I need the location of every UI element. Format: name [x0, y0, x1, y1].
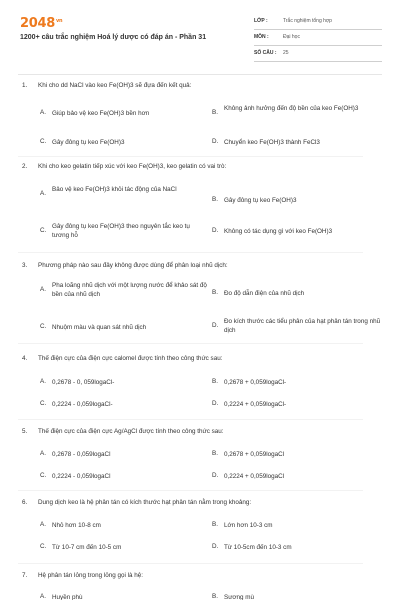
question-number: 1.: [22, 82, 28, 89]
logo-text: 2048: [20, 16, 55, 31]
option-label: B.: [212, 450, 218, 457]
option-label: C.: [40, 227, 47, 234]
meta-value: 25: [283, 50, 289, 56]
question-text: [22, 82, 191, 89]
option-label: A.: [40, 593, 46, 600]
question-body: Khi cho keo gelatin tiếp xúc với keo Fe(OH)3, keo gelatin có vai trò:: [38, 163, 227, 170]
option-label: D.: [212, 400, 219, 407]
option-label: B.: [212, 289, 218, 296]
question-number: 6.: [22, 499, 28, 506]
option-text: 0,2224 + 0,059logaCl: [224, 473, 285, 480]
document-title: 1200+ câu trắc nghiệm Hoá lý dược có đáp án - Phần 31: [20, 34, 207, 41]
question-body: Khi cho dd NaCl vào keo Fe(OH)3 sẽ đựa đến kết quả:: [38, 82, 192, 89]
question-text: [22, 355, 222, 362]
option-text: 0,2224 - 0,059logaCl-: [52, 401, 113, 408]
option-text: Không có tác dụng gì với keo Fe(OH)3: [224, 228, 333, 235]
question-separator: [18, 490, 363, 491]
option-label: B.: [212, 196, 218, 203]
question-text: [22, 262, 228, 269]
question-body: Phương pháp nào sau đây không được dùng để phân loại nhũ dịch:: [38, 262, 228, 269]
option-label: A.: [40, 378, 46, 385]
option-text: Nhỏ hơn 10-8 cm: [52, 522, 101, 529]
option-label: D.: [212, 322, 219, 329]
meta-key: LỚP :: [254, 18, 268, 24]
option-label: D.: [212, 543, 219, 550]
option-label: B.: [212, 109, 218, 116]
meta-value: Trắc nghiệm tổng hợp: [283, 18, 332, 24]
option-text: Gây đông tụ keo Fe(OH)3: [224, 197, 297, 204]
site-logo[interactable]: [20, 16, 62, 31]
page-header: [0, 0, 400, 70]
option-label: C.: [40, 323, 47, 330]
question-body: Thế điện cực của điện cực Ag/AgCl được tính theo công thức sau:: [38, 428, 224, 435]
question-text: [22, 572, 143, 579]
option-label: A.: [40, 190, 46, 197]
question-body: Dung dịch keo là hệ phân tán có kích thước hạt phân tán nằm trong khoảng:: [38, 499, 252, 506]
option-label: D.: [212, 138, 219, 145]
option-text: Lớn hơn 10-3 cm: [224, 522, 273, 529]
option-text: Chuyển keo Fe(OH)3 thành FeCl3: [224, 139, 320, 146]
question-body: Thế điện cực của điện cực calomel được tính theo công thức sau:: [38, 355, 223, 362]
option-text: Gây đông tụ keo Fe(OH)3 theo nguyên tắc keo tụ tương hỗ: [52, 223, 190, 239]
option-label: B.: [212, 378, 218, 385]
option-text: 0,2224 - 0,059logaCl: [52, 473, 111, 480]
meta-row-class: [254, 14, 382, 30]
logo-tld: vn: [55, 17, 63, 24]
option-text: 0,2678 + 0,059logaCl: [224, 451, 285, 458]
question-separator: [18, 252, 363, 253]
option-text: Sương mù: [224, 594, 255, 600]
question-number: 5.: [22, 428, 28, 435]
option-label: C.: [40, 400, 47, 407]
meta-key: MÔN :: [254, 34, 269, 40]
option-text: 0,2224 + 0,059logaCl-: [224, 401, 287, 408]
option-text: 0,2678 - 0, 059logaCl-: [52, 379, 115, 386]
question-separator: [18, 343, 363, 344]
question-number: 7.: [22, 572, 28, 579]
option-text: Từ 10-5cm đến 10-3 cm: [224, 544, 292, 551]
option-label: D.: [212, 472, 219, 479]
option-text: Pha loãng nhũ dịch với một lượng nước để khảo sát độ bền của nhũ dịch: [52, 282, 207, 298]
option-text: Đo độ dẫn điện của nhũ dịch: [224, 290, 305, 297]
question-text: [22, 499, 251, 506]
option-text: Bảo vệ keo Fe(OH)3 khỏi tác động của NaCl: [52, 186, 177, 193]
meta-row-count: [254, 46, 382, 62]
question-text: [22, 428, 224, 435]
question-body: Hệ phân tán lỏng trong lỏng gọi là hệ:: [38, 572, 144, 579]
option-label: A.: [40, 109, 46, 116]
question-text: [22, 163, 226, 170]
option-text: Từ 10-7 cm đến 10-5 cm: [52, 544, 122, 551]
option-label: B.: [212, 593, 218, 600]
option-label: C.: [40, 472, 47, 479]
option-text: Đo kích thước các tiểu phân của hạt phân tán trong nhũ dịch: [224, 318, 381, 334]
meta-row-subject: [254, 30, 382, 46]
question-separator: [18, 156, 363, 157]
option-text: Nhuộm màu và quan sát nhũ dịch: [52, 324, 147, 331]
option-label: C.: [40, 138, 47, 145]
question-separator: [18, 563, 363, 564]
option-text: Không ảnh hưởng đến độ bền của keo Fe(OH)3: [224, 105, 359, 112]
question-number: 3.: [22, 262, 28, 269]
option-text: Gây đông tụ keo Fe(OH)3: [52, 139, 125, 146]
meta-key: SỐ CÂU :: [254, 50, 277, 56]
option-label: A.: [40, 450, 46, 457]
meta-info: [254, 14, 382, 62]
option-text: 0,2678 - 0,059logaCl: [52, 451, 111, 458]
option-label: D.: [212, 227, 219, 234]
header-divider: [18, 74, 382, 75]
meta-value: Đại học: [283, 34, 300, 40]
question-separator: [18, 419, 363, 420]
option-label: A.: [40, 521, 46, 528]
option-label: A.: [40, 286, 46, 293]
question-number: 4.: [22, 355, 28, 362]
option-text: Giúp bảo vệ keo Fe(OH)3 bền hơn: [52, 110, 150, 117]
option-label: C.: [40, 543, 47, 550]
option-text: 0,2678 + 0,059logaCl-: [224, 379, 287, 386]
question-number: 2.: [22, 163, 28, 170]
option-label: B.: [212, 521, 218, 528]
option-text: Huyền phù: [52, 594, 83, 600]
